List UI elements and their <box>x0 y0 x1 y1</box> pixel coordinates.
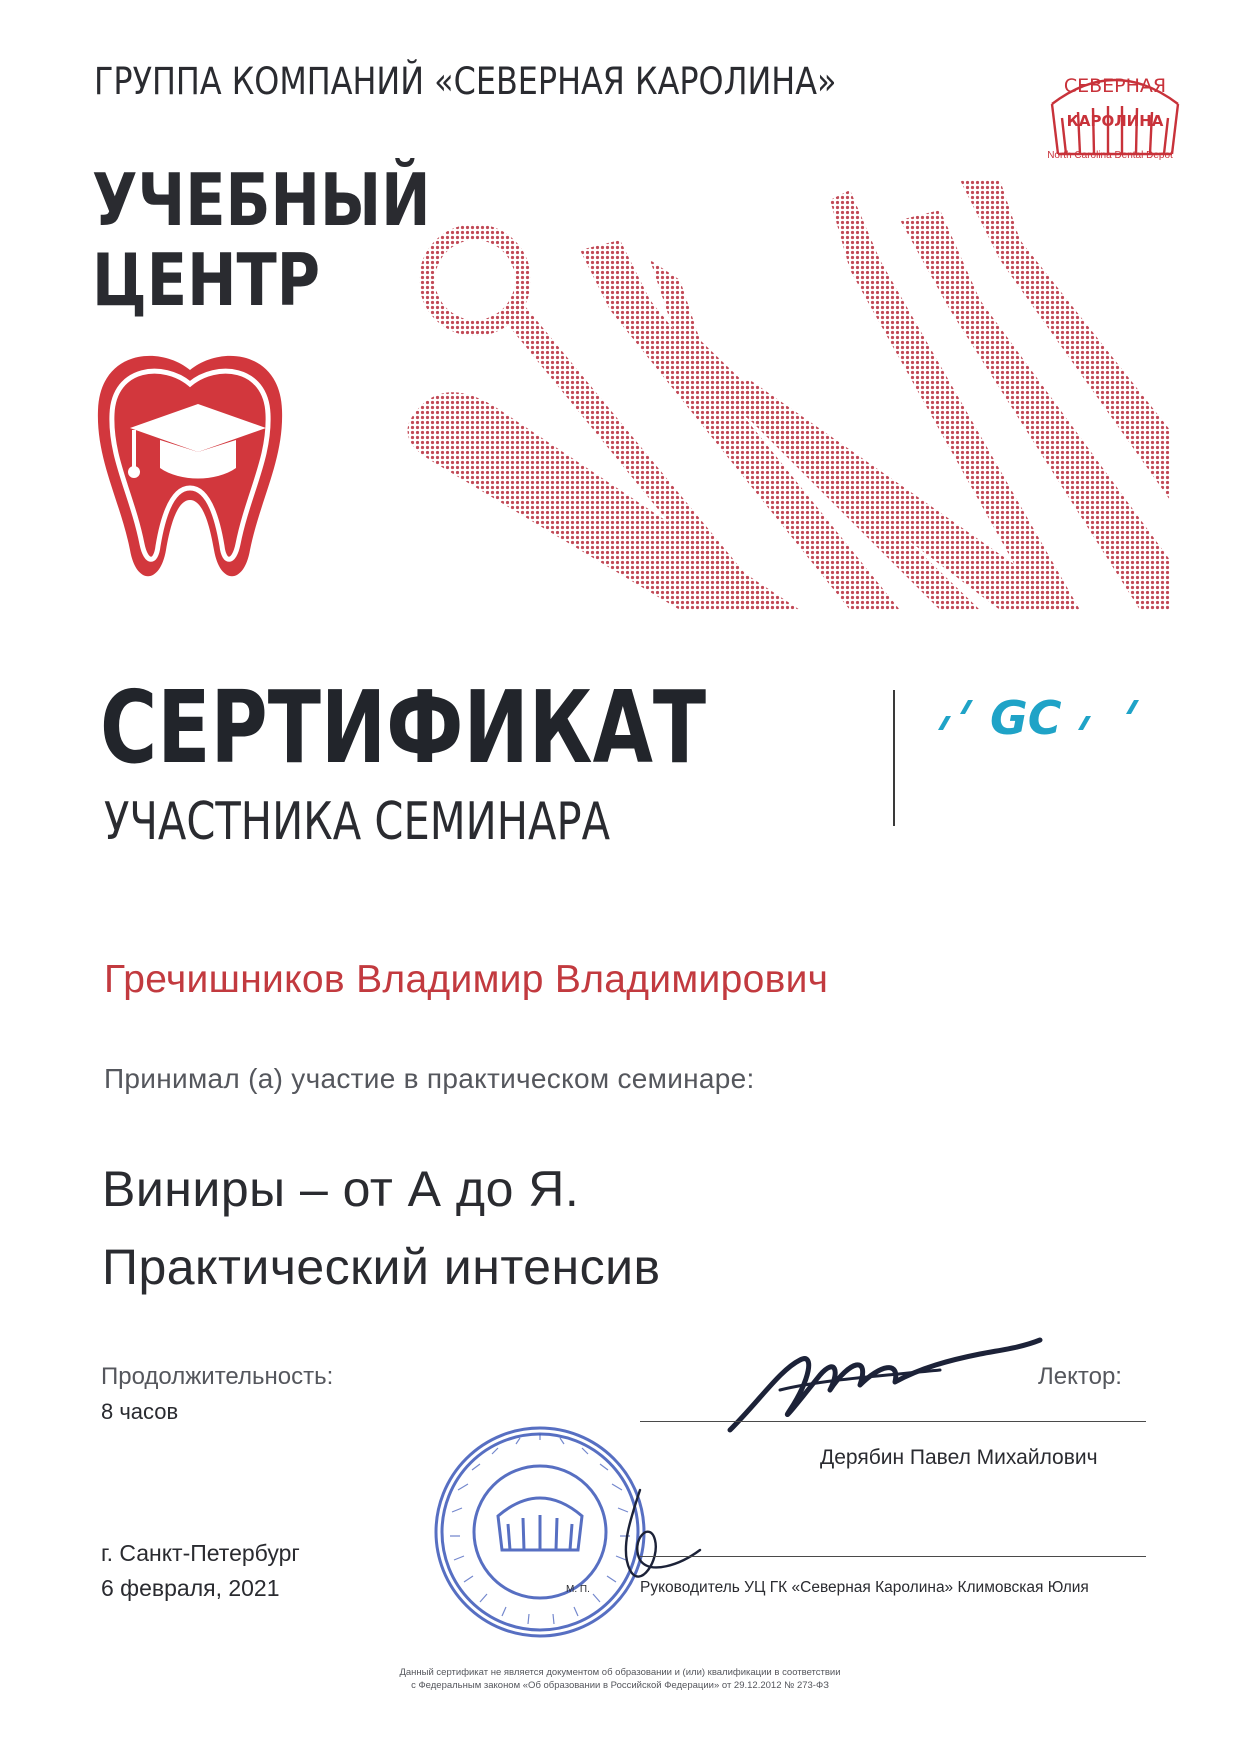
disclaimer <box>270 1666 970 1692</box>
certificate-subtitle: УЧАСТНИКА СЕМИНАРА <box>104 792 611 852</box>
took-part-text: Принимал (а) участие в практическом семинаре: <box>104 1063 755 1094</box>
disclaimer-line1: Данный сертификат не является документом об образовании и (или) квалификации в соответствии <box>399 1667 841 1678</box>
lector-signature <box>720 1330 1050 1440</box>
head-of-center-signature: Руководитель УЦ ГК «Северная Каролина» Климовская Юлия <box>640 1579 1089 1596</box>
date: 6 февраля, 2021 <box>101 1575 280 1601</box>
training-center-line2: ЦЕНТР <box>92 238 321 322</box>
participant-name: Гречишников Владимир Владимирович <box>104 958 829 1001</box>
certificate-title: СЕРТИФИКАТ <box>100 669 707 786</box>
duration-label: Продолжительность: <box>101 1363 334 1390</box>
training-center-line1: УЧЕБНЫЙ <box>92 158 431 242</box>
head-signature-line <box>640 1556 1146 1557</box>
lector-name: Дерябин Павел Михайлович <box>820 1446 1098 1469</box>
disclaimer-line2: с Федеральным законом «Об образовании в Российской Федерации» от 29.12.2012 № 273-ФЗ <box>411 1680 829 1691</box>
logo-subtitle: North Carolina Dental Depot <box>1047 150 1173 161</box>
title-divider <box>893 690 895 826</box>
logo-brand-line1: СЕВЕРНАЯ <box>1063 75 1167 97</box>
seminar-title-line2: Практический интенсив <box>102 1239 661 1295</box>
lector-label: Лектор: <box>1038 1363 1122 1390</box>
gc-partner-logo <box>930 690 1150 750</box>
gc-logo-text: GC <box>990 691 1062 745</box>
dental-instruments-illustration <box>380 180 1170 610</box>
tooth-graduation-cap-icon <box>90 350 290 590</box>
seminar-title-line1: Виниры – от А до Я. <box>102 1161 580 1217</box>
group-name: ГРУППА КОМПАНИЙ «СЕВЕРНАЯ КАРОЛИНА» <box>94 60 837 103</box>
lector-signature-line <box>640 1421 1146 1422</box>
logo-brand-line2: КАРОЛИНА <box>1066 112 1164 130</box>
duration-value: 8 часов <box>101 1399 179 1424</box>
stamp-place-label: М. П. <box>566 1584 590 1595</box>
seminar-title <box>102 1150 661 1306</box>
city: г. Санкт-Петербург <box>101 1540 300 1566</box>
